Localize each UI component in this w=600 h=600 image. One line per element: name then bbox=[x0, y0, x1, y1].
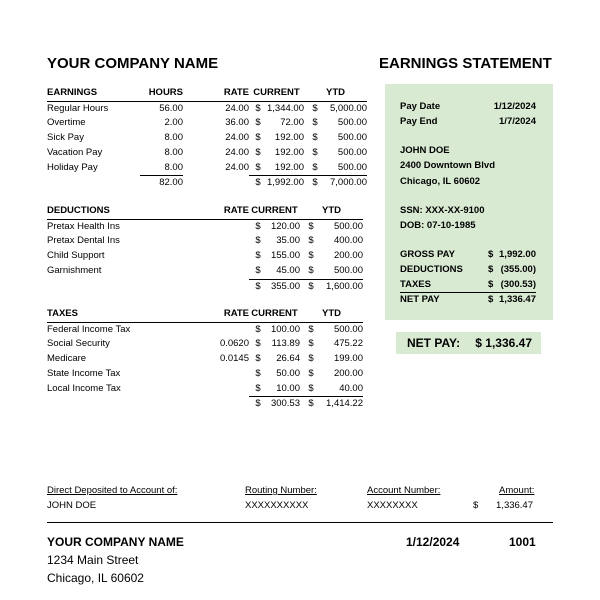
table-row bbox=[47, 131, 367, 146]
row-ytd: 5,000.00 bbox=[330, 102, 367, 114]
net-pay-value: $ 1,336.47 bbox=[475, 336, 532, 350]
earnings-header: EARNINGS bbox=[47, 86, 140, 101]
deductions-summary-row: DEDUCTIONS $ (355.00) bbox=[400, 264, 536, 275]
total-ytd: 7,000.00 bbox=[326, 176, 367, 191]
total-label bbox=[47, 279, 140, 294]
row-current: 72.00 bbox=[280, 117, 304, 129]
employee-name: JOHN DOE bbox=[400, 145, 450, 156]
ytd-header: YTD bbox=[300, 204, 363, 219]
row-ytd-currency: $ bbox=[308, 353, 314, 365]
deductions-header: DEDUCTIONS bbox=[47, 204, 140, 219]
total-current-currency: $ bbox=[249, 279, 267, 294]
net-pay-summary-value: 1,336.47 bbox=[499, 294, 536, 305]
total-current: 1,992.00 bbox=[267, 176, 304, 191]
row-ytd: 199.00 bbox=[333, 353, 363, 365]
row-ytd: 500.00 bbox=[333, 264, 363, 276]
gross-pay-value: 1,992.00 bbox=[499, 249, 536, 260]
row-label: Holiday Pay bbox=[47, 161, 98, 173]
rate-header: RATE bbox=[183, 86, 249, 101]
total-ytd-currency: $ bbox=[300, 279, 322, 294]
total-label bbox=[47, 397, 140, 412]
table-row bbox=[47, 146, 367, 161]
routing-number-value: XXXXXXXXXX bbox=[245, 500, 309, 511]
total-hours bbox=[140, 279, 183, 294]
row-ytd: 500.00 bbox=[333, 323, 363, 335]
total-rate bbox=[183, 397, 249, 412]
pay-end-row bbox=[400, 115, 536, 129]
row-ytd-currency: $ bbox=[312, 161, 318, 173]
row-current-currency: $ bbox=[255, 353, 261, 365]
row-rate: 24.00 bbox=[225, 132, 249, 144]
row-rate bbox=[183, 234, 249, 249]
row-rate bbox=[183, 219, 249, 234]
row-ytd-currency: $ bbox=[308, 220, 314, 232]
table-row bbox=[47, 367, 363, 382]
row-hours: 8.00 bbox=[164, 146, 183, 158]
row-hours bbox=[140, 352, 183, 367]
row-hours bbox=[140, 337, 183, 352]
table-row bbox=[47, 382, 363, 397]
row-label: Pretax Dental Ins bbox=[47, 235, 120, 247]
row-current: 113.89 bbox=[271, 338, 300, 350]
row-rate: 36.00 bbox=[225, 117, 249, 129]
current-header: CURRENT bbox=[249, 86, 304, 101]
table-row bbox=[47, 219, 363, 234]
row-ytd: 500.00 bbox=[337, 161, 367, 173]
row-ytd: 475.22 bbox=[333, 338, 363, 350]
total-hours: 82.00 bbox=[140, 176, 183, 191]
pay-end-value: 1/7/2024 bbox=[499, 116, 536, 127]
row-current: 10.00 bbox=[276, 382, 300, 394]
summary-panel bbox=[385, 84, 553, 320]
row-ytd: 500.00 bbox=[337, 132, 367, 144]
taxes-summary-label: TAXES bbox=[400, 279, 431, 290]
taxes-table bbox=[47, 307, 363, 412]
row-current-currency: $ bbox=[255, 102, 261, 114]
row-ytd-currency: $ bbox=[308, 382, 314, 394]
statement-title: EARNINGS STATEMENT bbox=[379, 55, 552, 72]
row-current-currency: $ bbox=[255, 117, 261, 129]
row-ytd: 400.00 bbox=[333, 235, 363, 247]
row-current: 50.00 bbox=[276, 367, 300, 379]
row-ytd-currency: $ bbox=[312, 132, 318, 144]
row-label: State Income Tax bbox=[47, 367, 121, 379]
net-pay-summary-row: NET PAY $ 1,336.47 bbox=[400, 294, 536, 305]
rate-header: RATE bbox=[183, 204, 249, 219]
taxes-summary-value: (300.53) bbox=[500, 279, 536, 290]
row-ytd: 500.00 bbox=[337, 117, 367, 129]
row-ytd: 40.00 bbox=[339, 382, 363, 394]
row-hours: 56.00 bbox=[159, 102, 183, 114]
table-row bbox=[47, 161, 367, 176]
row-current: 192.00 bbox=[274, 132, 304, 144]
total-rate bbox=[183, 279, 249, 294]
row-rate bbox=[183, 322, 249, 337]
row-current: 26.64 bbox=[276, 353, 300, 365]
total-ytd: 1,414.22 bbox=[322, 397, 363, 412]
net-pay-box bbox=[396, 332, 541, 354]
row-current: 120.00 bbox=[270, 220, 300, 232]
ytd-header: YTD bbox=[300, 307, 363, 322]
row-rate: 0.0145 bbox=[219, 353, 249, 365]
row-current-currency: $ bbox=[255, 250, 261, 262]
row-current-currency: $ bbox=[255, 235, 261, 247]
row-current: 45.00 bbox=[276, 264, 300, 276]
total-label bbox=[47, 176, 140, 191]
hours-header: HOURS bbox=[140, 86, 183, 101]
footer-city: Chicago, IL 60602 bbox=[47, 571, 144, 585]
employee-dob: DOB: 07-10-1985 bbox=[400, 220, 476, 231]
employee-address-1: 2400 Downtown Blvd bbox=[400, 160, 496, 171]
row-current: 35.00 bbox=[276, 235, 300, 247]
pay-date-value: 1/12/2024 bbox=[493, 101, 536, 112]
row-hours bbox=[140, 382, 183, 397]
total-ytd: 1,600.00 bbox=[322, 279, 363, 294]
row-label: Regular Hours bbox=[47, 102, 109, 114]
taxes-header: TAXES bbox=[47, 307, 140, 322]
row-ytd: 500.00 bbox=[337, 146, 367, 158]
row-label: Federal Income Tax bbox=[47, 323, 131, 335]
row-rate: 24.00 bbox=[225, 146, 249, 158]
pay-date-row bbox=[400, 100, 536, 114]
row-ytd-currency: $ bbox=[308, 323, 314, 335]
row-ytd-currency: $ bbox=[308, 264, 314, 276]
row-current-currency: $ bbox=[255, 367, 261, 379]
row-ytd-currency: $ bbox=[312, 102, 318, 114]
deposit-account-name: JOHN DOE bbox=[47, 500, 97, 511]
row-ytd: 500.00 bbox=[333, 220, 363, 232]
amount-label: Amount: bbox=[499, 485, 535, 496]
account-number-value: XXXXXXXX bbox=[367, 500, 418, 511]
amount-value: 1,336.47 bbox=[496, 500, 533, 511]
row-ytd-currency: $ bbox=[308, 250, 314, 262]
row-label: Child Support bbox=[47, 250, 105, 262]
total-current: 300.53 bbox=[267, 397, 300, 412]
deposit-account-label: Direct Deposited to Account of: bbox=[47, 485, 178, 496]
row-ytd-currency: $ bbox=[312, 146, 318, 158]
pay-end-label: Pay End bbox=[400, 116, 438, 127]
total-current: 355.00 bbox=[267, 279, 300, 294]
deductions-summary-label: DEDUCTIONS bbox=[400, 264, 463, 275]
table-row bbox=[47, 101, 367, 116]
row-current-currency: $ bbox=[255, 146, 261, 158]
row-current: 192.00 bbox=[274, 161, 304, 173]
total-ytd-currency: $ bbox=[300, 397, 322, 412]
row-hours: 8.00 bbox=[164, 161, 183, 173]
row-hours bbox=[140, 219, 183, 234]
net-pay-summary-label: NET PAY bbox=[400, 294, 440, 305]
row-current-currency: $ bbox=[255, 220, 261, 232]
row-ytd-currency: $ bbox=[312, 117, 318, 129]
row-rate bbox=[183, 382, 249, 397]
net-pay-label: NET PAY: bbox=[407, 336, 461, 350]
row-hours bbox=[140, 264, 183, 279]
gross-pay-row: GROSS PAY $ 1,992.00 bbox=[400, 249, 536, 260]
total-ytd-currency: $ bbox=[304, 176, 326, 191]
total-current-currency: $ bbox=[249, 397, 267, 412]
row-hours bbox=[140, 234, 183, 249]
row-current-currency: $ bbox=[255, 132, 261, 144]
current-header: CURRENT bbox=[249, 204, 300, 219]
row-label: Overtime bbox=[47, 117, 86, 129]
table-row bbox=[47, 264, 363, 279]
total-hours bbox=[140, 397, 183, 412]
pay-date-label: Pay Date bbox=[400, 101, 441, 112]
row-current: 100.00 bbox=[270, 323, 300, 335]
footer-company-name: YOUR COMPANY NAME bbox=[47, 535, 184, 549]
total-row bbox=[47, 397, 363, 412]
row-current-currency: $ bbox=[255, 382, 261, 394]
row-label: Medicare bbox=[47, 353, 87, 365]
row-rate bbox=[183, 249, 249, 264]
rate-header: RATE bbox=[183, 307, 249, 322]
amount-currency: $ bbox=[473, 500, 479, 511]
check-number: 1001 bbox=[509, 535, 536, 549]
deductions-table bbox=[47, 204, 363, 294]
routing-number-label: Routing Number: bbox=[245, 485, 317, 496]
row-current-currency: $ bbox=[255, 161, 261, 173]
row-hours: 2.00 bbox=[164, 117, 183, 129]
row-ytd: 200.00 bbox=[333, 250, 363, 262]
table-row bbox=[47, 116, 367, 131]
gross-pay-label: GROSS PAY bbox=[400, 249, 455, 260]
total-rate bbox=[183, 176, 249, 191]
divider bbox=[47, 522, 553, 523]
footer-street: 1234 Main Street bbox=[47, 553, 139, 567]
deductions-summary-value: (355.00) bbox=[500, 264, 536, 275]
row-label: Vacation Pay bbox=[47, 146, 103, 158]
row-rate bbox=[183, 264, 249, 279]
row-current: 155.00 bbox=[270, 250, 300, 262]
table-row bbox=[47, 322, 363, 337]
row-ytd-currency: $ bbox=[308, 235, 314, 247]
row-rate: 0.0620 bbox=[219, 338, 249, 350]
row-ytd-currency: $ bbox=[308, 338, 314, 350]
table-row bbox=[47, 352, 363, 367]
row-hours: 8.00 bbox=[164, 132, 183, 144]
row-ytd-currency: $ bbox=[308, 367, 314, 379]
row-current-currency: $ bbox=[255, 264, 261, 276]
current-header: CURRENT bbox=[249, 307, 300, 322]
ytd-header: YTD bbox=[304, 86, 367, 101]
total-current-currency: $ bbox=[249, 176, 267, 191]
table-row bbox=[47, 234, 363, 249]
row-current-currency: $ bbox=[255, 338, 261, 350]
taxes-summary-row: TAXES $ (300.53) bbox=[400, 278, 536, 293]
row-current-currency: $ bbox=[255, 323, 261, 335]
company-name-heading: YOUR COMPANY NAME bbox=[47, 55, 219, 72]
employee-ssn: SSN: XXX-XX-9100 bbox=[400, 205, 485, 216]
row-rate: 24.00 bbox=[225, 102, 249, 114]
row-label: Sick Pay bbox=[47, 132, 84, 144]
row-rate bbox=[183, 367, 249, 382]
row-label: Local Income Tax bbox=[47, 382, 121, 394]
earnings-table bbox=[47, 86, 367, 191]
employee-address-2: Chicago, IL 60602 bbox=[400, 176, 481, 187]
row-label: Social Security bbox=[47, 338, 110, 350]
row-label: Garnishment bbox=[47, 265, 102, 277]
table-row bbox=[47, 249, 363, 264]
total-row bbox=[47, 279, 363, 294]
row-current: 1,344.00 bbox=[267, 102, 304, 114]
check-date: 1/12/2024 bbox=[406, 535, 460, 549]
row-label: Pretax Health Ins bbox=[47, 220, 120, 232]
row-hours bbox=[140, 322, 183, 337]
row-hours bbox=[140, 367, 183, 382]
row-ytd: 200.00 bbox=[333, 367, 363, 379]
account-number-label: Account Number: bbox=[367, 485, 441, 496]
table-row bbox=[47, 337, 363, 352]
row-hours bbox=[140, 249, 183, 264]
row-current: 192.00 bbox=[274, 146, 304, 158]
row-rate: 24.00 bbox=[225, 161, 249, 173]
total-row bbox=[47, 176, 367, 191]
